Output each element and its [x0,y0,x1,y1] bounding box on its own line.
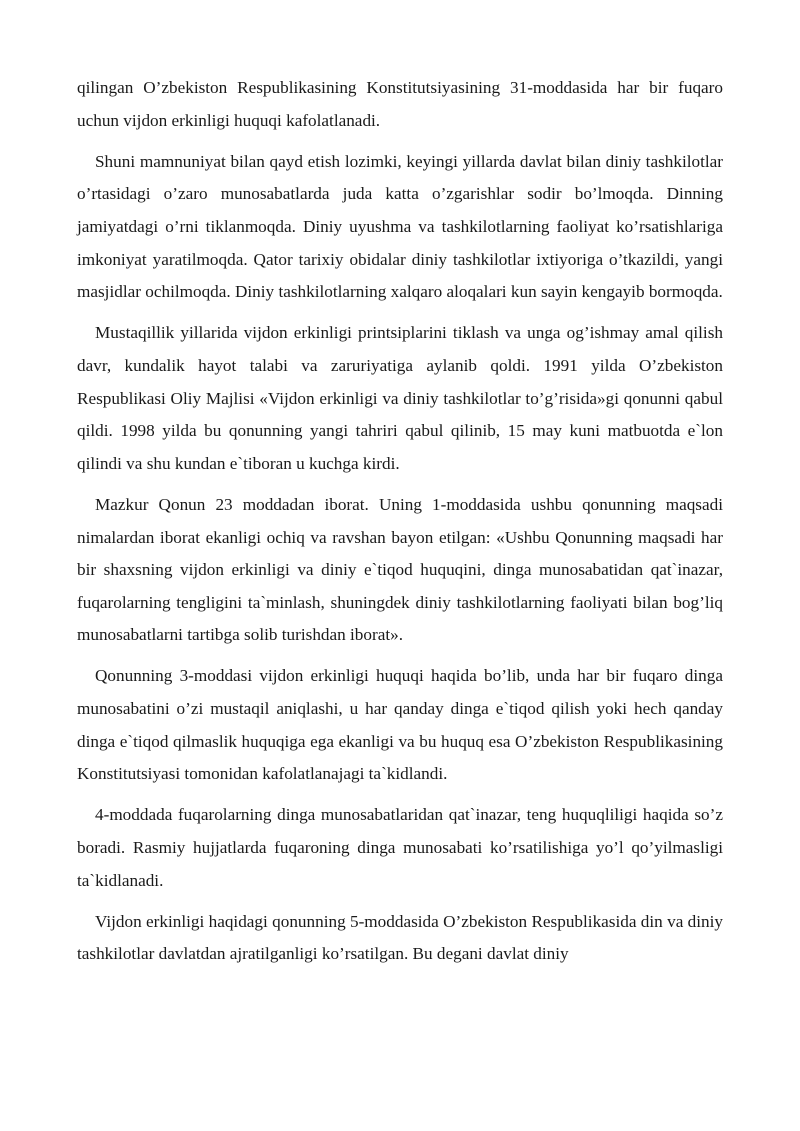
paragraph-constitution-article-31: qilingan O’zbekiston Respublikasining Konstitutsiyasining 31-moddasida har bir fuqaro uchun vijdon erkinligi huquqi kafolatlanadi. [77,78,723,130]
document-page [77,72,723,980]
paragraph-law-article-4: 4-moddada fuqarolarning dinga munosabatlaridan qat`inazar, teng huquqliligi haqida so’z boradi. Rasmiy hujjatlarda fuqaroning dinga munosabati ko’rsatilishiga yo’l qo’yilmasligi ta`kidlanadi. [77,805,723,890]
paragraph-independence-law-1991: Mustaqillik yillarida vijdon erkinligi printsiplarini tiklash va unga og’ishmay amal qilish davr, kundalik hayot talabi va zaruriyatiga aylanib qoldi. 1991 yilda O’zbekiston Respublikasi Oliy Majlisi «Vijdon erkinligi va diniy tashkilotlar to’g’risida»gi qonunni qabul qildi. 1998 yilda bu qonunning yangi tahriri qabul qilinib, 15 may kuni matbuotda e`lon qilindi va shu kundan e`tiboran u kuchga kirdi. [77,323,723,473]
paragraph-state-religion-relations: Shuni mamnuniyat bilan qayd etish lozimki, keyingi yillarda davlat bilan diniy tashkilotlar o’rtasidagi o’zaro munosabatlarda juda katta o’zgarishlar sodir bo’lmoqda. Dinning jamiyatdagi o’rni tiklanmoqda. Diniy uyushma va tashkilotlarning faoliyat ko’rsatishlariga imkoniyat yaratilmoqda. Qator tarixiy obidalar diniy tashkilotlar ixtiyoriga o’tkazildi, yangi masjidlar ochilmoqda. Diniy tashkilotlarning xalqaro aloqalari kun sayin kengayib bormoqda. [77,151,723,302]
paragraph-law-article-5: Vijdon erkinligi haqidagi qonunning 5-moddasida O’zbekiston Respublikasida din va diniy tashkilotlar davlatdan ajratilganligi ko’rsatilgan. Bu degani davlat diniy [77,911,723,964]
paragraph-law-article-1: Mazkur Qonun 23 moddadan iborat. Uning 1-moddasida ushbu qonunning maqsadi nimalardan iborat ekanligi ochiq va ravshan bayon etilgan: «Ushbu Qonunning maqsadi har bir shaxsning vijdon erkinligi va diniy e`tiqod huquqini, dinga munosabatidan qat`inazar, fuqarolarning tengligini ta`minlash, shuningdek diniy tashkilotlarning faoliyati bilan bog’liq munosabatlarni tartibga solib turishdan iborat». [77,494,723,645]
paragraph-law-article-3: Qonunning 3-moddasi vijdon erkinligi huquqi haqida bo’lib, unda har bir fuqaro dinga munosabatini o’zi mustaqil aniqlashi, u har qanday dinga e`tiqod qilish yoki hech qanday dinga e`tiqod qilmaslik huquqiga ega ekanligi va bu huquq esa O’zbekiston Respublikasining Konstitutsiyasi tomonidan kafolatlanajagi ta`kidlandi. [77,666,723,784]
